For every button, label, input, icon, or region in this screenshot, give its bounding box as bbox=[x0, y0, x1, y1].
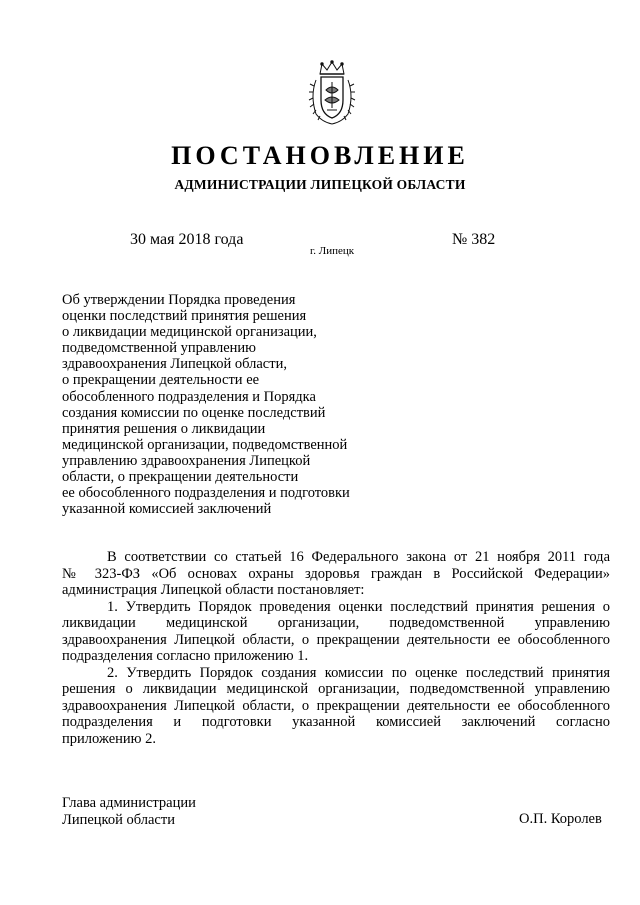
body-line: здравоохранения Липецкой области, о прекращении деятельности ее обособленного bbox=[62, 631, 610, 648]
document-subject bbox=[62, 292, 382, 517]
body-line: ликвидации медицинской организации, подведомственной управлению bbox=[62, 615, 610, 631]
document-title: ПОСТАНОВЛЕНИЕ bbox=[171, 141, 469, 170]
subject-line: обособленного подразделения и Порядка bbox=[62, 388, 316, 405]
body-line: подразделения согласно приложению 1. bbox=[62, 648, 309, 664]
subject-line: Об утверждении Порядка проведения bbox=[62, 292, 296, 308]
signature-position bbox=[62, 795, 196, 828]
body-line: № 323-ФЗ «Об основах охраны здоровья граждан в Российской Федерации» bbox=[62, 565, 610, 582]
body-line: подразделения и подготовки указанной комиссией заключений согласно bbox=[62, 714, 610, 730]
body-line: решения о ликвидации медицинской организации, подведомственной управлению bbox=[62, 681, 610, 697]
body-line: В соответствии со статьей 16 Федерального закона от 21 ноября 2011 года bbox=[107, 549, 610, 565]
subject-line: указанной комиссией заключений bbox=[62, 501, 272, 518]
subject-line: медицинской организации, подведомственной bbox=[62, 436, 348, 453]
document-date: 30 мая 2018 года bbox=[130, 231, 244, 248]
document-city: г. Липецк bbox=[310, 245, 355, 257]
document-subtitle: АДМИНИСТРАЦИИ ЛИПЕЦКОЙ ОБЛАСТИ bbox=[174, 177, 466, 192]
subject-line: подведомственной управлению bbox=[62, 340, 257, 357]
coat-of-arms-icon bbox=[306, 60, 358, 128]
subject-line: о прекращении деятельности ее bbox=[62, 372, 260, 389]
subject-line: области, о прекращении деятельности bbox=[62, 469, 299, 486]
subject-line: ее обособленного подразделения и подготовки bbox=[62, 485, 350, 502]
body-line: здравоохранения Липецкой области, о прекращении деятельности ее обособленного bbox=[62, 697, 610, 714]
subject-line: о ликвидации медицинской организации, bbox=[62, 324, 317, 341]
signature-position-line: Глава администрации bbox=[62, 795, 196, 811]
signature-name: О.П. Королев bbox=[519, 811, 602, 827]
body-line: 1. Утвердить Порядок проведения оценки последствий принятия решения о bbox=[107, 598, 610, 615]
subject-line: оценки последствий принятия решения bbox=[62, 308, 307, 325]
subject-line: здравоохранения Липецкой области, bbox=[62, 356, 287, 373]
body-line: приложению 2. bbox=[62, 730, 157, 747]
subject-line: управлению здравоохранения Липецкой bbox=[62, 452, 311, 469]
subject-line: принятия решения о ликвидации bbox=[62, 420, 266, 437]
signature-position-line: Липецкой области bbox=[62, 811, 175, 828]
document-body bbox=[62, 549, 610, 747]
body-line: 2. Утвердить Порядок создания комиссии по оценке последствий принятия bbox=[107, 664, 610, 681]
subject-line: создания комиссии по оценке последствий bbox=[62, 404, 326, 421]
document-number: № 382 bbox=[452, 231, 496, 248]
body-line: администрация Липецкой области постановляет: bbox=[62, 582, 365, 598]
